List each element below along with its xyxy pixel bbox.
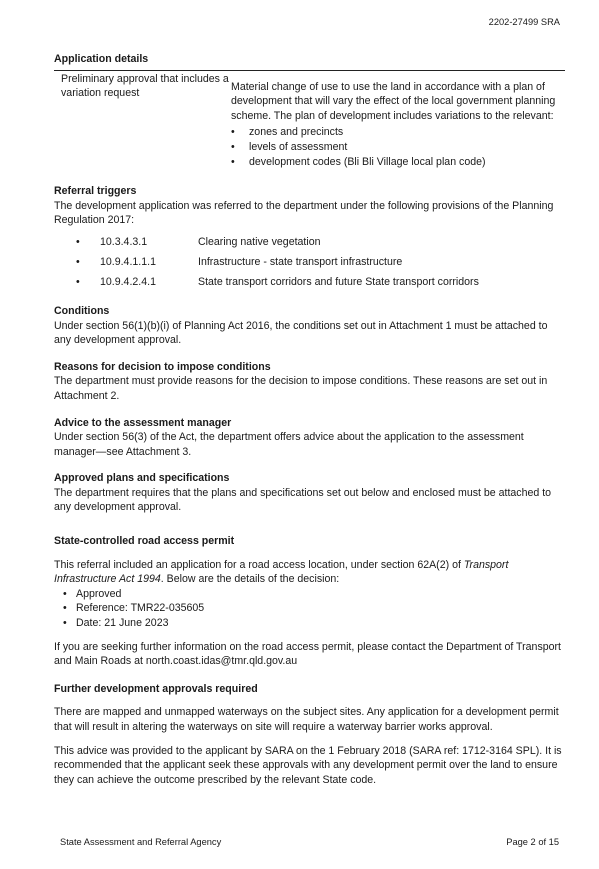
- decision-list: [54, 587, 565, 631]
- referral-triggers-section: [54, 184, 565, 292]
- road-access-intro-text: This referral included an application for a road access location, under section 62A(2) of: [54, 558, 464, 571]
- further-approvals-heading: Further development approvals required: [54, 682, 258, 695]
- trigger-code: 10.3.4.3.1: [100, 235, 148, 248]
- spacer: [54, 735, 565, 744]
- road-access-section: [54, 534, 565, 669]
- trigger-description: Infrastructure - state transport infrastructure: [198, 255, 403, 268]
- approved-plans-text: The department requires that the plans and specifications set out below and enclosed must be attached to any development approval.: [54, 486, 552, 514]
- variation-item: • development codes (Bli Bli Village local plan code): [231, 155, 565, 170]
- trigger-item: [54, 252, 565, 272]
- decision-item: • Reference: TMR22-035605: [54, 601, 565, 616]
- application-description-text: Material change of use to use the land in accordance with a plan of development that will vary the effect of the local government planning scheme. The plan of development includes variations to the relevant:: [231, 80, 556, 122]
- road-access-heading: State-controlled road access permit: [54, 535, 235, 548]
- application-description-cell: [231, 71, 565, 170]
- further-approvals-section: [54, 682, 565, 788]
- bullet-icon: •: [76, 255, 80, 268]
- further-approvals-advice: This advice was provided to the applicant by SARA on the 1 February 2018 (SARA ref: 1712-3164 SPL). It is recommended that the applicant seek these approvals with any development permit over the land to ensure they can achieve the outcome prescribed by the relevant State code.: [54, 744, 562, 786]
- application-type-cell: Preliminary approval that includes a variation request: [61, 72, 229, 100]
- approved-plans-section: [54, 471, 565, 515]
- advice-heading: Advice to the assessment manager: [54, 416, 232, 429]
- referral-triggers-heading: Referral triggers: [54, 185, 137, 198]
- decision-item: • Date: 21 June 2023: [54, 616, 565, 631]
- variation-item: • zones and precincts: [231, 125, 565, 140]
- application-details-section: [54, 52, 565, 169]
- decision-item: • Approved: [54, 587, 565, 602]
- act-title: Transport Infrastructure Act 1994: [54, 558, 509, 586]
- trigger-description: Clearing native vegetation: [198, 235, 321, 248]
- document-reference: 2202-27499 SRA: [488, 17, 560, 27]
- page-content: [54, 52, 565, 787]
- bullet-icon: •: [76, 275, 80, 288]
- variation-list: [231, 125, 565, 169]
- conditions-text: Under section 56(1)(b)(i) of Planning Act 2016, the conditions set out in Attachment 1 must be attached to any development approval.: [54, 319, 548, 347]
- conditions-section: [54, 304, 565, 348]
- road-access-intro-text: . Below are the details of the decision:: [160, 573, 340, 586]
- bullet-icon: •: [76, 235, 80, 248]
- page-footer: [60, 835, 559, 850]
- trigger-item: [54, 232, 565, 252]
- spacer: [54, 696, 565, 705]
- trigger-description: State transport corridors and future State transport corridors: [198, 275, 479, 288]
- spacer: [54, 631, 565, 640]
- advice-section: [54, 416, 565, 460]
- spacer: [54, 549, 565, 558]
- trigger-item: [54, 272, 565, 292]
- road-access-intro: [54, 558, 565, 587]
- reasons-section: [54, 360, 565, 404]
- referral-triggers-list: [54, 232, 565, 292]
- reasons-text: The department must provide reasons for the decision to impose conditions. These reasons are set out in Attachment 2.: [54, 375, 548, 402]
- application-details-heading: Application details: [54, 53, 149, 65]
- variation-item: • levels of assessment: [231, 140, 565, 155]
- trigger-code: 10.9.4.1.1.1: [100, 255, 156, 268]
- trigger-code: 10.9.4.2.4.1: [100, 275, 156, 288]
- referral-triggers-intro: The development application was referred to the department under the following provisions of the Planning Regulation 2017:: [54, 199, 554, 227]
- road-access-contact: If you are seeking further information on the road access permit, please contact the Department of Transport and Main Roads at north.coast.idas@tmr.qld.gov.au: [54, 640, 561, 668]
- page-number: Page 2 of 15: [506, 837, 559, 847]
- further-approvals-text: There are mapped and unmapped waterways on the subject sites. Any application for a development permit that will result in altering the waterways on site will require a waterway barrier works approval.: [54, 706, 559, 733]
- conditions-heading: Conditions: [54, 304, 110, 317]
- approved-plans-heading: Approved plans and specifications: [54, 472, 230, 485]
- footer-agency: State Assessment and Referral Agency: [60, 837, 222, 847]
- application-details-table: [54, 70, 565, 170]
- advice-text: Under section 56(3) of the Act, the department offers advice about the application to the assessment manager—see Attachment 3.: [54, 431, 524, 458]
- reasons-heading: Reasons for decision to impose conditions: [54, 360, 271, 373]
